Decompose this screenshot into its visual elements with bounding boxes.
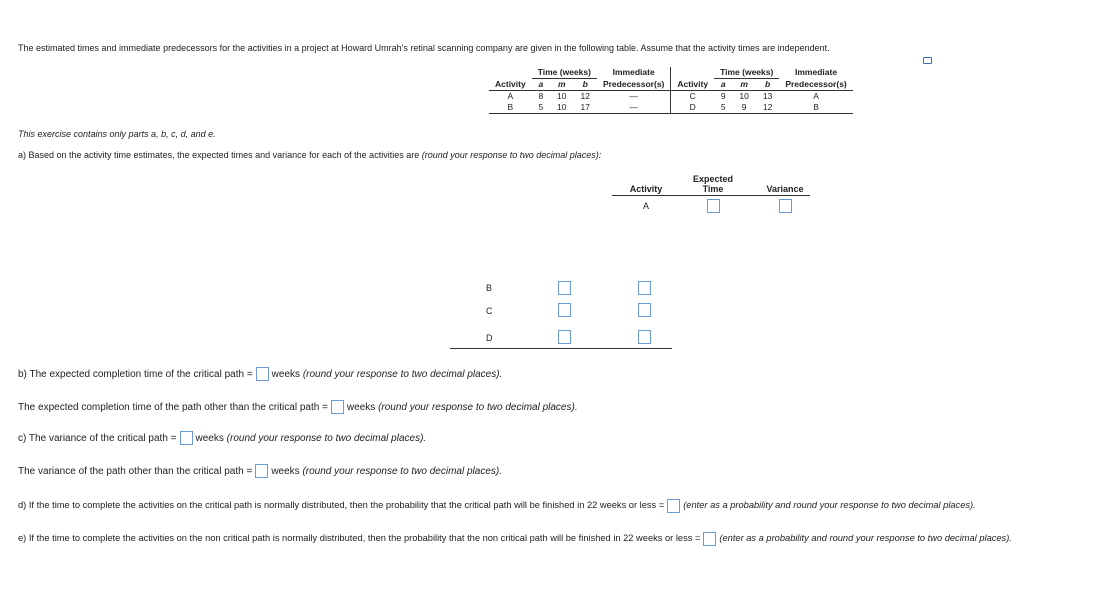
- critical-path-variance-input[interactable]: [180, 431, 193, 445]
- b-header: b: [573, 79, 596, 91]
- b-header-right: b: [756, 79, 779, 91]
- table-row: A 8 10 12 — C 9 10 13 A: [507, 91, 819, 101]
- time-header: Time (weeks): [532, 67, 597, 79]
- m-header: m: [550, 79, 573, 91]
- expected-time-a-input[interactable]: [707, 199, 720, 213]
- pred-header-2-right: Predecessor(s): [779, 79, 852, 91]
- part-c-question-2: The variance of the path other than the critical path = weeks (round your response to two decimal places).: [18, 466, 502, 477]
- expected-time-d-input[interactable]: [558, 330, 571, 344]
- table-row: B 5 10 17 — D 5 9 12 B: [489, 102, 853, 114]
- m-header-right: m: [732, 79, 755, 91]
- intro-text: The estimated times and immediate predecessors for the activities in a project at Howard Umrah's retinal scanning company are given in the following table. Assume that the activity times are independent.: [18, 43, 830, 53]
- activity-header: Activity: [489, 79, 532, 91]
- part-b-question-1: b) The expected completion time of the critical path = weeks (round your response to two decimal places).: [18, 369, 503, 380]
- exercise-note: This exercise contains only parts a, b, c, d, and e.: [18, 129, 216, 139]
- table-divider: [612, 195, 810, 196]
- part-a-prompt: a) Based on the activity time estimates, the expected times and variance for each of the activities are (round your response to two decimal places):: [18, 150, 602, 160]
- variance-c-input[interactable]: [638, 303, 651, 317]
- critical-path-probability-input[interactable]: [667, 499, 680, 513]
- variance-d-input[interactable]: [638, 330, 651, 344]
- row-label-b: B: [486, 283, 493, 293]
- row-label-c: C: [486, 306, 493, 316]
- variance-a-input[interactable]: [779, 199, 792, 213]
- part-a-variance-header: Variance: [766, 184, 804, 194]
- activity-table: [489, 67, 853, 114]
- part-e-question: e) If the time to complete the activities on the non critical path is normally distributed, then the probability that the non critical path will be finished in 22 weeks or less = (enter as a probability and round your response to two decimal places).: [18, 530, 1012, 546]
- pred-header-1: Immediate: [612, 67, 655, 78]
- a-header-right: a: [714, 79, 732, 91]
- activity-header-right: Activity: [671, 79, 714, 91]
- critical-path-time-input[interactable]: [256, 367, 269, 381]
- noncritical-path-probability-input[interactable]: [703, 532, 716, 546]
- part-b-question-2: The expected completion time of the path other than the critical path = weeks (round your response to two decimal places).: [18, 402, 578, 413]
- part-a-activity-header: Activity: [629, 184, 663, 194]
- expand-icon[interactable]: [923, 57, 932, 64]
- part-a-expected-header: Expected Time: [692, 174, 734, 194]
- time-header-right: Time (weeks): [714, 67, 779, 79]
- table-bottom-divider: [450, 348, 672, 349]
- pred-header-2: Predecessor(s): [597, 79, 671, 91]
- noncritical-path-variance-input[interactable]: [255, 464, 268, 478]
- part-c-question-1: c) The variance of the critical path = weeks (round your response to two decimal places).: [18, 433, 427, 444]
- variance-b-input[interactable]: [638, 281, 651, 295]
- row-label-d: D: [486, 333, 493, 343]
- part-d-question: d) If the time to complete the activities on the critical path is normally distributed, then the probability that the critical path will be finished in 22 weeks or less = (enter as a probability and round your response to two decimal places).: [18, 497, 976, 513]
- expected-time-c-input[interactable]: [558, 303, 571, 317]
- expected-time-b-input[interactable]: [558, 281, 571, 295]
- row-label-a: A: [643, 201, 650, 211]
- noncritical-path-time-input[interactable]: [331, 400, 344, 414]
- a-header: a: [532, 79, 550, 91]
- pred-header-1-right: Immediate: [795, 67, 838, 78]
